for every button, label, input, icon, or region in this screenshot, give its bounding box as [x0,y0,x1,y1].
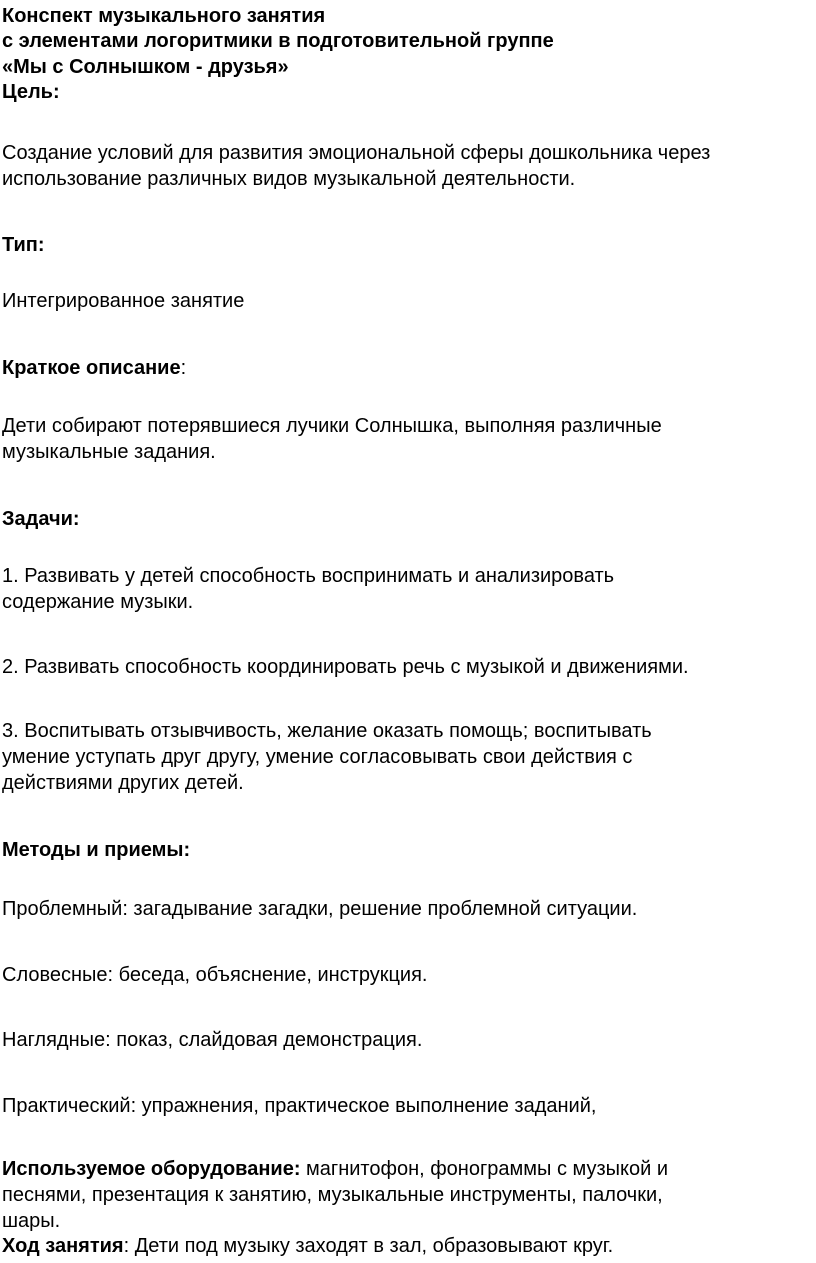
equipment-line-2: песнями, презентация к занятию, музыкальные инструменты, палочки, [2,1184,663,1206]
equipment-line-3: шары. [2,1210,61,1232]
tasks-heading: Задачи: [2,508,80,530]
task-3-line-3: действиями других детей. [2,772,244,794]
goal-heading: Цель: [2,81,60,103]
task-3-line-2: умение уступать друг другу, умение согласовывать свои действия с [2,746,633,768]
course-heading: Ход занятия [2,1235,124,1257]
method-1: Проблемный: загадывание загадки, решение проблемной ситуации. [2,898,638,920]
task-2-line-1: 2. Развивать способность координировать речь с музыкой и движениями. [2,656,689,678]
title-line-1: Конспект музыкального занятия [2,5,326,27]
summary-heading: Краткое описание [2,357,181,379]
equipment-heading: Используемое оборудование: [2,1158,301,1180]
title-line-2: с элементами логоритмики в подготовительной группе [2,30,554,52]
methods-heading: Методы и приемы: [2,839,191,861]
equipment-line-1 [2,1157,668,1182]
summary-text-line-2: музыкальные задания. [2,441,216,463]
task-3-line-1: 3. Воспитывать отзывчивость, желание оказать помощь; воспитывать [2,720,652,742]
task-1-line-1: 1. Развивать у детей способность воспринимать и анализировать [2,565,615,587]
type-text: Интегрированное занятие [2,290,245,312]
summary-colon: : [180,357,187,379]
summary-text-line-1: Дети собирают потерявшиеся лучики Солнышка, выполняя различные [2,415,662,437]
type-heading: Тип: [2,234,45,256]
method-3: Наглядные: показ, слайдовая демонстрация. [2,1029,423,1051]
method-4: Практический: упражнения, практическое выполнение заданий, [2,1095,597,1117]
task-1-line-2: содержание музыки. [2,591,194,613]
course-line [2,1234,613,1259]
equipment-text-1: магнитофон, фонограммы с музыкой и [300,1158,669,1180]
course-text: : Дети под музыку заходят в зал, образовывают круг. [123,1235,614,1257]
goal-text-line-1: Создание условий для развития эмоциональной сферы дошкольника через [2,142,711,164]
goal-text-line-2: использование различных видов музыкальной деятельности. [2,168,576,190]
title-line-3: «Мы с Солнышком - друзья» [2,56,289,78]
method-2: Словесные: беседа, объяснение, инструкция. [2,964,428,986]
summary-heading-line [2,356,186,381]
